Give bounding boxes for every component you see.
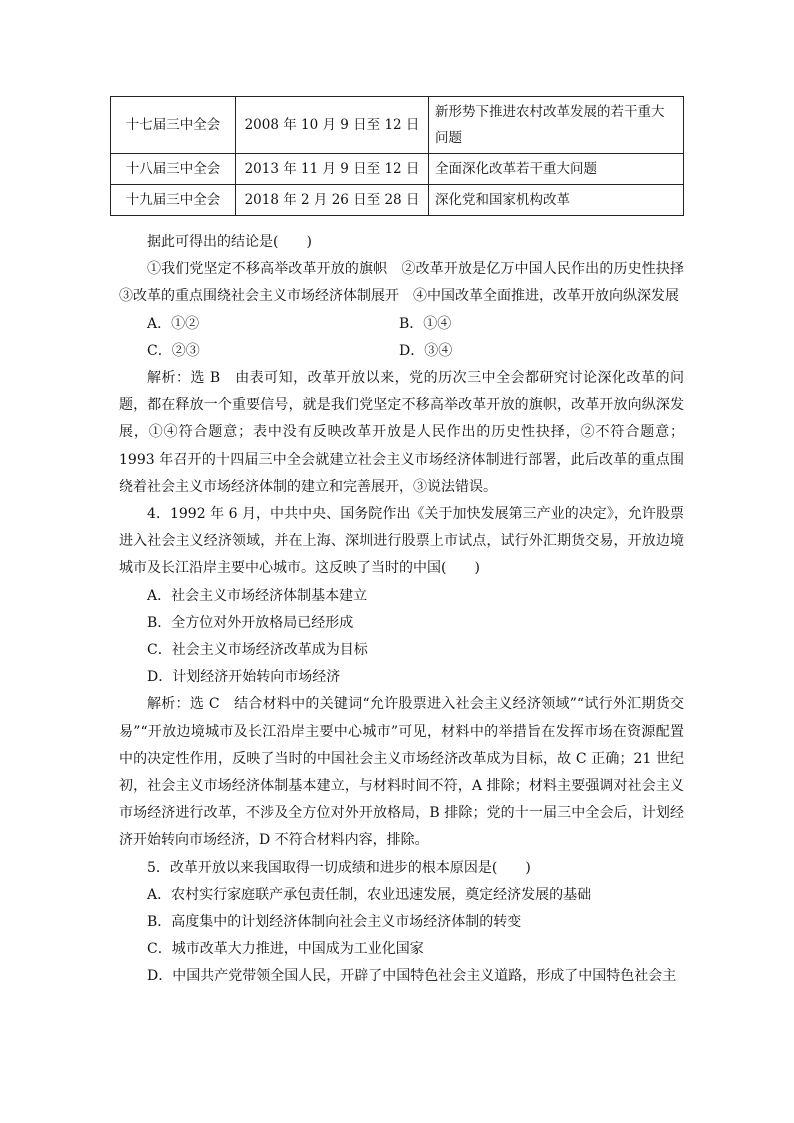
q4-analysis: 解析：选 C 结合材料中的关键词“允许股票进入社会主义经济领域”“试行外汇期货交易”“开放边境城市及长江沿岸主要中心城市”可见，材料中的举措旨在发挥市场在资源配置中的决定性作用，反映了当时的中国社会主义市场经济改革成为目标，故 C 正确；21 世纪初，社会主义市场经济体制基本建立，与材料时间不符，A 排除；材料主要强调对社会主义市场经济进行改革，不涉及全方位对外开放格局，B 排除；党的十一届三中全会后，计划经济开始转向市场经济，D 不符合材料内容，排除。 <box>119 696 684 849</box>
q3-options-row-1 <box>119 311 684 338</box>
topic-cell: 新形势下推进农村改革发展的若干重大问题 <box>429 97 684 154</box>
q3-statements: ①我们党坚定不移高举改革开放的旗帜 ②改革开放是亿万中国人民作出的历史性抉择 ③改革的重点围绕社会主义市场经济体制展开 ④中国改革全面推进，改革开放向纵深发展 <box>119 261 698 305</box>
topic-cell: 深化党和国家机构改革 <box>429 185 684 216</box>
table-row <box>111 97 684 154</box>
q3-options-row-2 <box>119 338 684 365</box>
table-row <box>111 185 684 216</box>
q3-stem: 据此可得出的结论是( ) <box>147 234 312 250</box>
q3-option-a: A．①② <box>147 315 200 332</box>
question-text-block <box>119 229 698 991</box>
q4-option-c: C．社会主义市场经济改革成为目标 <box>147 642 368 659</box>
date-cell: 2013 年 11 月 9 日至 12 日 <box>236 154 429 185</box>
date-cell: 2008 年 10 月 9 日至 12 日 <box>236 97 429 154</box>
q5-option-a: A．农村实行家庭联产承包责任制，农业迅速发展，奠定经济发展的基础 <box>147 886 592 903</box>
q3-option-d: D．③④ <box>399 342 453 359</box>
q5-option-d: D．中国共产党带领全国人民，开辟了中国特色社会主义道路，形成了中国特色社会主 <box>147 968 677 985</box>
session-cell: 十八届三中全会 <box>111 154 236 185</box>
session-cell: 十七届三中全会 <box>111 97 236 154</box>
q4-stem: 4．1992 年 6 月，中共中央、国务院作出《关于加快发展第三产业的决定》，允许股票进入社会主义经济领域，并在上海、深圳进行股票上市试点，试行外汇期货交易，开放边境城市及长江沿岸主要中心城市。这反映了当时的中国( ) <box>119 506 684 577</box>
q3-analysis: 解析：选 B 由表可知，改革开放以来，党的历次三中全会都研究讨论深化改革的问题，都在释放一个重要信号，就是我们党坚定不移高举改革开放的旗帜，改革开放向纵深发展，①④符合题意；表中没有反映改革开放是人民作出的历史性抉择，②不符合题意；1993 年召开的十四届三中全会就建立社会主义市场经济体制进行部署，此后改革的重点围绕着社会主义市场经济体制的建立和完善展开，③说法错误。 <box>119 370 684 495</box>
q5-option-b: B．高度集中的计划经济体制向社会主义市场经济体制的转变 <box>147 914 522 931</box>
q5-stem: 5．改革开放以来我国取得一切成绩和进步的根本原因是( ) <box>147 859 531 876</box>
q5-option-c: C．城市改革大力推进，中国成为工业化国家 <box>147 941 424 958</box>
q3-option-c: C．②③ <box>147 342 200 359</box>
q3-option-b: B．①④ <box>399 315 452 332</box>
date-cell: 2018 年 2 月 26 日至 28 日 <box>236 185 429 216</box>
plenary-sessions-table <box>110 96 684 216</box>
table-row <box>111 154 684 185</box>
session-cell: 十九届三中全会 <box>111 185 236 216</box>
q4-option-b: B．全方位对外开放格局已经形成 <box>147 614 354 631</box>
q4-option-d: D．计划经济开始转向市场经济 <box>147 669 341 686</box>
q4-option-a: A．社会主义市场经济体制基本建立 <box>147 587 368 604</box>
topic-cell: 全面深化改革若干重大问题 <box>429 154 684 185</box>
